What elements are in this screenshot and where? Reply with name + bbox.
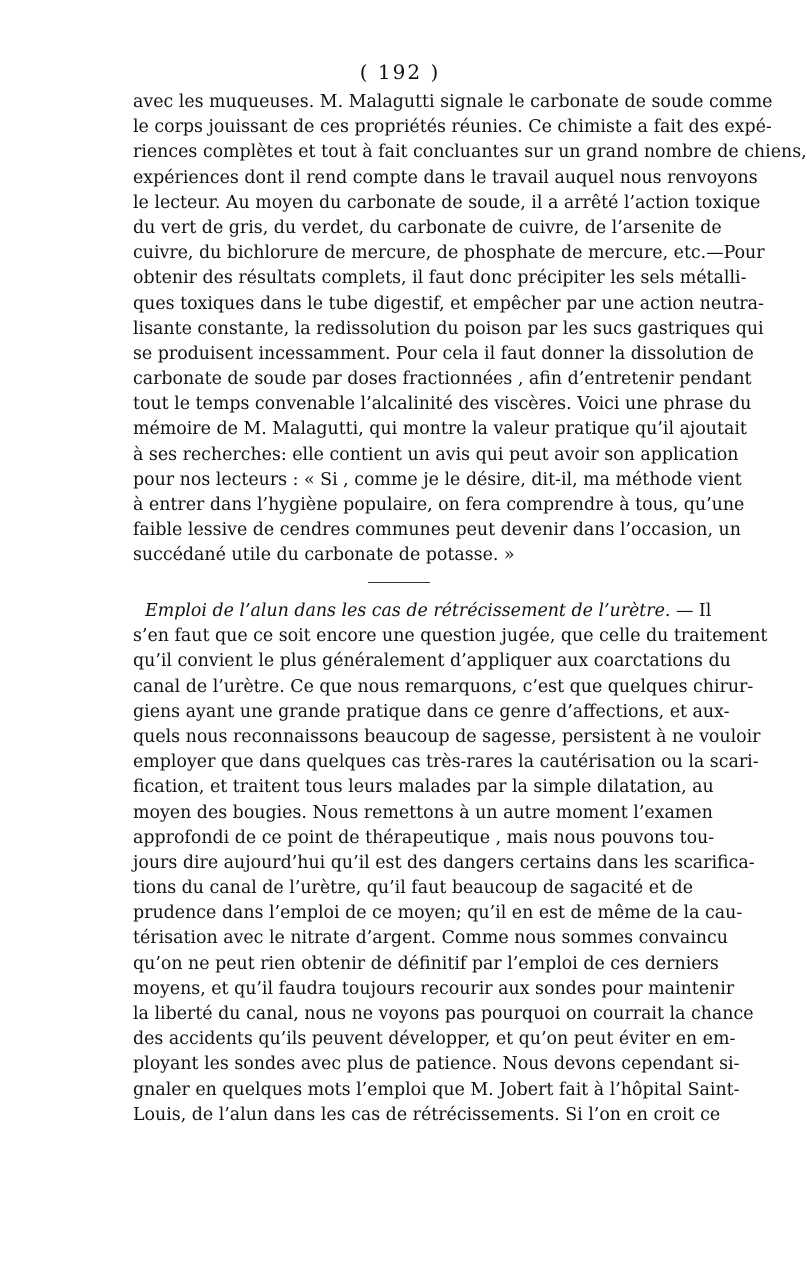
- page-number: ( 192 ): [359, 60, 441, 84]
- section-separator: [368, 582, 430, 583]
- text-line: employer que dans quelques cas très-rares la cautérisation ou la scari-: [133, 752, 759, 773]
- text-line: qu’on ne peut rien obtenir de définitif par l’emploi de ces derniers: [133, 953, 719, 974]
- text-line: lisante constante, la redissolution du poison par les sucs gastriques qui: [133, 318, 764, 339]
- text-line: le lecteur. Au moyen du carbonate de soude, il a arrêté l’action toxique: [133, 192, 761, 213]
- text-line: des accidents qu’ils peuvent développer, et qu’on peut éviter en em-: [133, 1029, 736, 1050]
- text-line: à entrer dans l’hygiène populaire, on fera comprendre à tous, qu’une: [133, 495, 745, 515]
- text-line: expériences dont il rend compte dans le travail auquel nous renvoyons: [133, 167, 758, 188]
- section-heading: Emploi de l’alun dans les cas de rétrécissement de l’urètre.: [145, 601, 671, 621]
- text-line: cuivre, du bichlorure de mercure, de phosphate de mercure, etc.—Pour: [133, 243, 765, 264]
- text-line: prudence dans l’emploi de ce moyen; qu’il en est de même de la cau-: [133, 903, 743, 924]
- text-line: ployant les sondes avec plus de patience. Nous devons cependant si-: [133, 1054, 740, 1075]
- text-line: canal de l’urètre. Ce que nous remarquons, c’est que quelques chirur-: [133, 676, 754, 697]
- text-line: fication, et traitent tous leurs malades par la simple dilatation, au: [133, 777, 714, 798]
- text-line: succédané utile du carbonate de potasse. »: [133, 545, 515, 566]
- text-line: giens ayant une grande pratique dans ce genre d’affections, et aux-: [133, 701, 730, 722]
- text-line: la liberté du canal, nous ne voyons pas pourquoi on courrait la chance: [133, 1004, 754, 1024]
- text-line: pour nos lecteurs : « Si , comme je le désire, dit-il, ma méthode vient: [133, 469, 742, 490]
- text-line: qu’il convient le plus généralement d’appliquer aux coarctations du: [133, 651, 731, 672]
- text-line: moyens, et qu’il faudra toujours recourir aux sondes pour maintenir: [133, 978, 735, 999]
- text-line: ques toxiques dans le tube digestif, et empêcher par une action neutra-: [133, 293, 764, 314]
- text-line: riences complètes et tout à fait concluantes sur un grand nombre de chiens,: [133, 142, 807, 163]
- text-line: gnaler en quelques mots l’emploi que M. Jobert fait à l’hôpital Saint-: [133, 1079, 740, 1100]
- text-line: jours dire aujourd’hui qu’il est des dangers certains dans les scarifica-: [133, 852, 755, 873]
- text-line: du vert de gris, du verdet, du carbonate de cuivre, de l’arsenite de: [133, 217, 722, 238]
- heading-continuation: — Il: [675, 601, 712, 621]
- text-line: se produisent incessamment. Pour cela il faut donner la dissolution de: [133, 343, 754, 364]
- text-line: tout le temps convenable l’alcalinité des viscères. Voici une phrase du: [133, 394, 752, 415]
- paragraph-alun: [133, 599, 768, 1128]
- text-line: le corps jouissant de ces propriétés réunies. Ce chimiste a fait des expé-: [133, 117, 772, 138]
- text-line: térisation avec le nitrate d’argent. Comme nous sommes convaincu: [133, 928, 728, 949]
- section-heading-line: [133, 599, 712, 624]
- text-line: avec les muqueuses. M. Malagutti signale le carbonate de soude comme: [133, 92, 773, 112]
- text-line: mémoire de M. Malagutti, qui montre la valeur pratique qu’il ajoutait: [133, 419, 747, 440]
- text-line: moyen des bougies. Nous remettons à un autre moment l’examen: [133, 802, 713, 823]
- text-line: obtenir des résultats complets, il faut donc précipiter les sels métalli-: [133, 268, 747, 289]
- text-line: quels nous reconnaissons beaucoup de sagesse, persistent à ne vouloir: [133, 726, 761, 747]
- text-line: Louis, de l’alun dans les cas de rétrécissements. Si l’on en croit ce: [133, 1104, 721, 1125]
- paragraph-malagutti: [133, 90, 807, 569]
- text-line: faible lessive de cendres communes peut devenir dans l’occasion, un: [133, 520, 741, 541]
- text-line: tions du canal de l’urètre, qu’il faut beaucoup de sagacité et de: [133, 878, 693, 899]
- text-line: s’en faut que ce soit encore une question jugée, que celle du traitement: [133, 626, 768, 647]
- text-line: carbonate de soude par doses fractionnées , afin d’entretenir pendant: [133, 369, 752, 390]
- text-line: approfondi de ce point de thérapeutique , mais nous pouvons tou-: [133, 827, 715, 848]
- text-line: à ses recherches: elle contient un avis qui peut avoir son application: [133, 444, 739, 465]
